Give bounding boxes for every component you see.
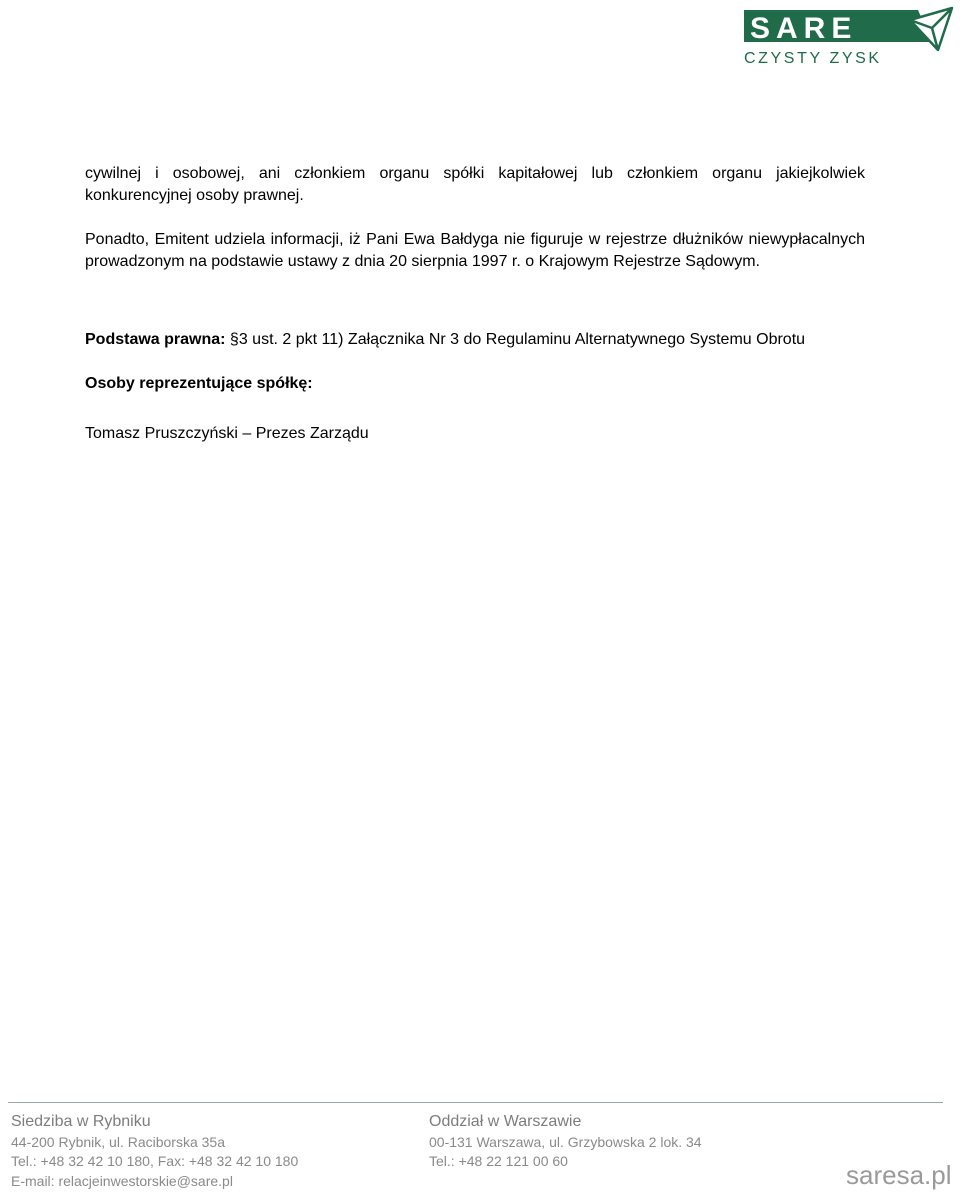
footer-branch-address: 00-131 Warszawa, ul. Grzybowska 2 lok. 34 [429,1133,702,1150]
footer-branch [429,1112,702,1172]
company-logo [742,6,956,66]
legal-basis-text: §3 ust. 2 pkt 11) Załącznika Nr 3 do Regulaminu Alternatywnego Systemu Obrotu [225,331,806,348]
footer-headquarters [11,1112,298,1191]
footer-branch-title: Oddział w Warszawie [429,1113,582,1130]
sare-logo-graphic [742,6,956,66]
footer-hq-address: 44-200 Rybnik, ul. Raciborska 35a [11,1133,226,1150]
logo-brand-text: SARE [750,12,858,45]
footer-hq-title: Siedziba w Rybniku [11,1113,151,1130]
legal-basis-label: Podstawa prawna: [85,331,226,348]
logo-tagline-text: CZYSTY ZYSK [744,50,882,66]
document-body [85,163,865,445]
paragraph-insolvency-register: Ponadto, Emitent udziela informacji, iż Pani Ewa Bałdyga nie figuruje w rejestrze dłużników niewypłacalnych prowadzonym na podstawie ustawy z dnia 20 sierpnia 1997 r. o Krajowym Rejestrze Sądowym. [85,231,865,270]
footer-branch-phone: Tel.: +48 22 121 00 60 [429,1153,568,1169]
footer-hq-email: E-mail: relacjeinwestorskie@sare.pl [11,1172,233,1189]
footer-hq-phone: Tel.: +48 32 42 10 180, Fax: +48 32 42 10 180 [11,1153,299,1169]
paragraph-continuation: cywilnej i osobowej, ani członkiem organu spółki kapitałowej lub członkiem organu jakiejkolwiek konkurencyjnej osoby prawnej. [85,165,865,204]
footer-website: saresa.pl [846,1160,952,1190]
representatives-heading: Osoby reprezentujące spółkę: [85,375,313,392]
footer-divider [8,1102,943,1103]
legal-basis [85,329,865,351]
signer-name: Tomasz Pruszczyński – Prezes Zarządu [85,425,369,442]
